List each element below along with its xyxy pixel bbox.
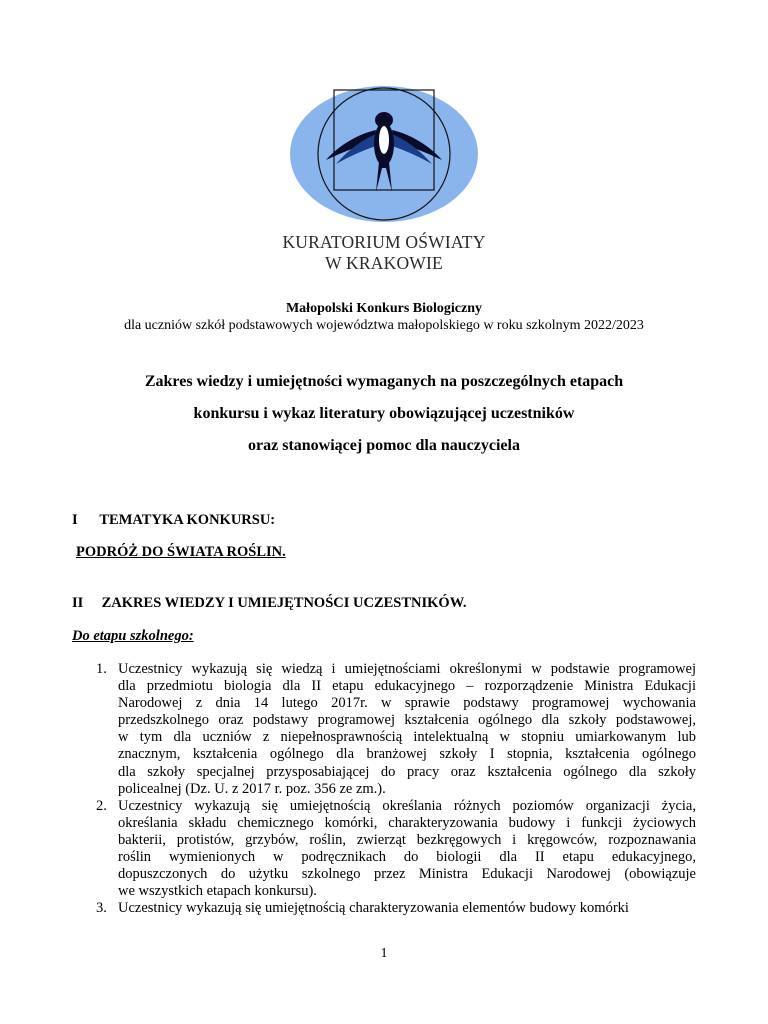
section-2-heading	[72, 595, 467, 612]
list-item-line: policealnej (Dz. U. z 2017 r. poz. 356 ze zm.).	[118, 780, 386, 797]
document-title	[60, 366, 708, 462]
list-item-number: 1.	[96, 661, 107, 677]
list-item-line: dopuszczonych do użytku szkolnego przez Ministra Edukacji Narodowej (obowiązuje	[118, 866, 696, 883]
list-item-line: Narodowej z dnia 14 lutego 2017r. w sprawie podstawy programowej wychowania	[118, 695, 696, 712]
list-item	[96, 900, 696, 917]
section-1-title: TEMATYKA KONKURSU:	[99, 512, 276, 528]
page-number: 1	[380, 946, 388, 961]
list-item-line: Uczestnicy wykazują się umiejętnością określania różnych poziomów organizacji życia,	[118, 797, 696, 814]
list-item-line: znacznym, kształcenia ogólnego dla branżowej szkoły I stopnia, kształcenia ogólnego	[118, 746, 696, 763]
list-item-line: Uczestnicy wykazują się umiejętnością charakteryzowania elementów budowy komórki	[118, 900, 629, 917]
list-item-line: roślin wymienionych w podręcznikach do biologii dla II etapu edukacyjnego,	[118, 849, 696, 866]
list-item-line: określania składu chemicznego komórki, charakteryzowania budowy i funkcji życiowych	[118, 814, 696, 831]
list-item-line: dla szkoły specjalnej przysposabiającej do pracy oraz kształcenia ogólnego dla szkoły	[118, 763, 696, 780]
list-item-line: we wszystkich etapach konkursu).	[118, 883, 317, 900]
title-line-3: oraz stanowiącej pomoc dla nauczyciela	[248, 437, 520, 454]
organization-line-2: W KRAKOWIE	[325, 253, 443, 273]
contest-name: Małopolski Konkurs Biologiczny	[285, 301, 483, 316]
organization-name	[240, 232, 528, 274]
organization-line-1: KURATORIUM OŚWIATY	[282, 232, 486, 252]
title-line-2: konkursu i wykaz literatury obowiązującej uczestników	[193, 405, 575, 422]
list-item	[96, 661, 696, 798]
list-item-line: w tym dla uczniów z niepełnosprawnością intelektualną w stopniu umiarkowanym lub	[118, 729, 696, 746]
list-item-line: przedszkolnego oraz podstawy programowej kształcenia ogólnego dla szkoły podstawowej,	[118, 712, 696, 729]
list-item-line: bakterii, protistów, grzybów, roślin, zwierząt bezkręgowych i kręgowców, rozpoznawania	[118, 831, 696, 848]
requirements-list	[96, 661, 696, 917]
contest-subtitle: dla uczniów szkół podstawowych województwa małopolskiego w roku szkolnym 2022/2023	[124, 318, 644, 333]
list-item-number: 2.	[96, 797, 107, 814]
section-2-title: ZAKRES WIEDZY I UMIEJĘTNOŚCI UCZESTNIKÓW.	[101, 595, 467, 611]
kuratorium-logo	[288, 84, 480, 226]
contest-theme: PODRÓŻ DO ŚWIATA ROŚLIN.	[76, 544, 286, 560]
section-1-heading	[72, 512, 275, 529]
list-item	[96, 798, 696, 901]
title-line-1: Zakres wiedzy i umiejętności wymaganych na poszczególnych etapach	[144, 373, 624, 390]
stage-heading: Do etapu szkolnego:	[72, 628, 194, 644]
section-2-number: II	[72, 595, 84, 611]
list-item-line: Uczestnicy wykazują się wiedzą i umiejętnościami określonymi w podstawie programowej	[118, 661, 696, 677]
section-1-number: I	[72, 512, 78, 528]
list-item-line: dla przedmiotu biologia dla II etapu edukacyjnego – rozporządzenie Ministra Edukacji	[118, 678, 696, 695]
list-item-number: 3.	[96, 900, 107, 917]
